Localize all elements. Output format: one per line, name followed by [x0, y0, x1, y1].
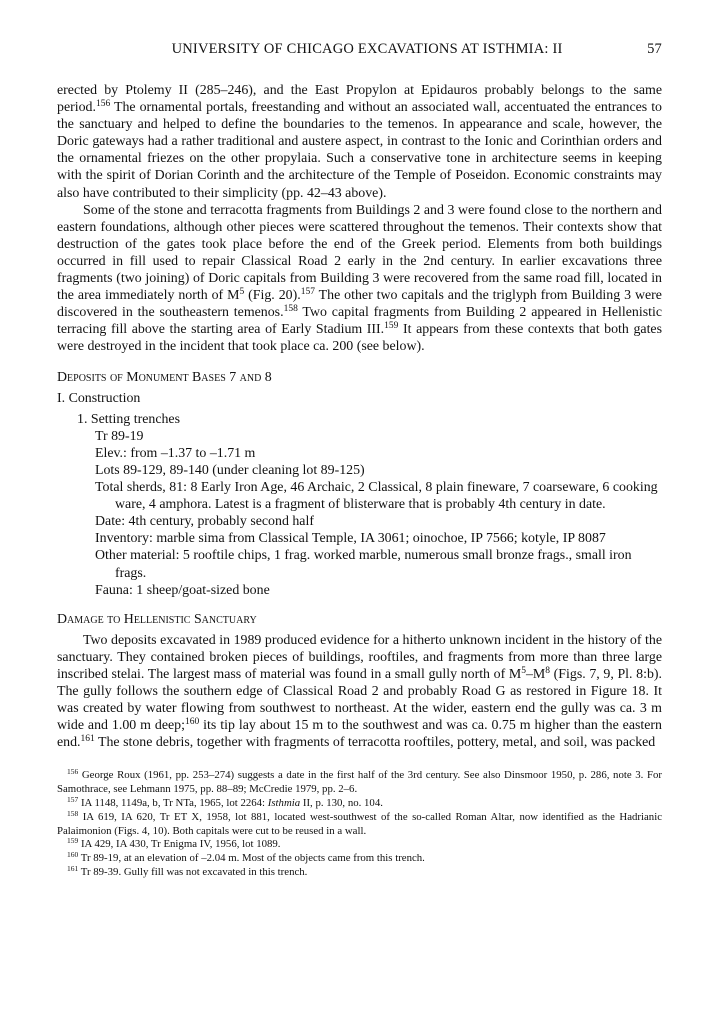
- section-heading-deposits: Deposits of Monument Bases 7 and 8: [57, 369, 272, 385]
- footnote-ref-159[interactable]: 159: [384, 321, 399, 332]
- page-number: 57: [647, 41, 662, 57]
- section-heading-damage: Damage to Hellenistic Sanctuary: [57, 611, 257, 627]
- footnote-160: $^{160}$ Tr 89-19, at an elevation of –2.04 m. Most of the objects came from this trench.: [67, 850, 425, 865]
- trench-id: Tr 89-19: [95, 428, 144, 444]
- footnote-ref-158[interactable]: 158: [283, 304, 298, 315]
- page: [57, 41, 662, 880]
- other-material: Other material: 5 rooftile chips, 1 frag. worked marble, numerous small bronze frags., small iron frags.: [95, 548, 632, 581]
- footnote-ref-161[interactable]: 161: [80, 734, 95, 745]
- footnote-ref-160[interactable]: 160: [185, 717, 200, 728]
- lots: Lots 89-129, 89-140 (under cleaning lot 89-125): [95, 462, 365, 478]
- footnote-161: $^{161}$ Tr 89-39. Gully fill was not excavated in this trench.: [67, 864, 308, 879]
- paragraph-propylon: erected by Ptolemy II (285–246), and the East Propylon at Epidauros probably belongs to the same period.$^{156}$ The ornamental portals, freestanding and without an associated wall, accentuated the entrances to the sanctuary and helped to define the boundaries to the temenos. In appearance and scale, however, the Doric gateways had a rather traditional and austere aspect, in contrast to the Ionic and Corinthian orders and the ornamental friezes on the other propylaia. Such a conservative tone in architecture seems in keeping with the spirit of Dorian Corinth and the architecture of the Temple of Poseidon. Economic constraints may also have contributed to their simplicity (pp. 42–43 above).: [57, 83, 662, 201]
- paragraph-damage: Two deposits excavated in 1989 produced evidence for a hitherto unknown incident in the history of the sanctuary. They contained broken pieces of buildings, rooftiles, and fragments from more than three large inscribed stelai. The largest mass of material was found in a small gully north of $M^5-M^8$ (Figs. 7, 9, Pl. 8:b). The gully follows the southern edge of Classical Road 2 and probably Road G as restored in Figure 18. It was created by water flowing from southwest to northeast. At the wider, eastern end the gully was ca. 3 m wide and 1.00 m deep;$^{160}$ its tip lay about 15 m to the southwest and was ca. 0.75 m higher than the eastern end.$^{161}$ The stone debris, together with fragments of terracotta rooftiles, pottery, metal, and soil, was packed: [57, 632, 663, 751]
- footnote-ref-157[interactable]: 157: [300, 287, 315, 298]
- footnote-156: $^{156}$ George Roux (1961, pp. 253–274) suggests a date in the first half of the 3rd century. See also Dinsmoor 1950, p. 286, note 3. For Samothrace, see Lehmann 1975, pp. 88–89; McCredie 1979, pp. 2–6.: [57, 767, 662, 796]
- inventory: Inventory: marble sima from Classical Temple, IA 3061; oinochoe, IP 7566; kotyle, IP 8087: [95, 531, 606, 547]
- total-sherds: Total sherds, 81: 8 Early Iron Age, 46 Archaic, 2 Classical, 8 plain fineware, 7 coarseware, 6 cooking ware, 4 amphora. Latest is a fragment of blisterware that is probably 4th century in date.: [95, 480, 658, 513]
- running-header: [57, 41, 662, 61]
- fauna: Fauna: 1 sheep/goat-sized bone: [95, 582, 270, 598]
- footnote-157: $^{157}$ IA 1148, 1149a, b, Tr NTa, 1965, lot 2264: Isthmia II, p. 130, no. 104.: [67, 795, 383, 810]
- list-item-setting-trenches: 1. Setting trenches: [77, 411, 180, 427]
- running-title: UNIVERSITY OF CHICAGO EXCAVATIONS AT ISTHMIA: II: [171, 41, 563, 57]
- body-text: [57, 82, 662, 751]
- footnote-159: $^{159}$ IA 429, IA 430, Tr Enigma IV, 1956, lot 1089.: [67, 836, 281, 851]
- footnotes: [57, 769, 662, 879]
- subsection-construction: I. Construction: [57, 390, 141, 406]
- paragraph-fragments: Some of the stone and terracotta fragments from Buildings 2 and 3 were found close to the northern and eastern foundations, although other pieces were scattered throughout the temenos. Their contexts show that destruction of the gates took place before the end of the Greek period. Elements from both buildings occurred in fill used to repair Classical Road 2 early in the 2nd century. In earlier excavations three fragments (two joining) of Doric capitals from Building 3 were recovered from the same road fill, located in the area immediately north of $M^5$ (Fig. 20).$^{157}$ The other two capitals and the triglyph from Building 3 were discovered in the southeastern temenos.$^{158}$ Two capital fragments from Building 2 appeared in Hellenistic terracing fill above the starting area of Early Stadium III.$^{159}$ It appears from these contexts that both gates were destroyed in the incident that took place ca. 200 (see below).: [57, 202, 663, 355]
- footnote-158: $^{158}$ IA 619, IA 620, Tr ET X, 1958, lot 881, located west-southwest of the so-called Roman Altar, now identified as the Hadrianic Palaimonion (Figs. 4, 10). Both capitals were cut to be reused in a wall.: [57, 808, 662, 837]
- date: Date: 4th century, probably second half: [95, 514, 314, 530]
- footnote-ref-156[interactable]: 156: [95, 99, 111, 110]
- elevation: Elev.: from –1.37 to –1.71 m: [95, 445, 256, 461]
